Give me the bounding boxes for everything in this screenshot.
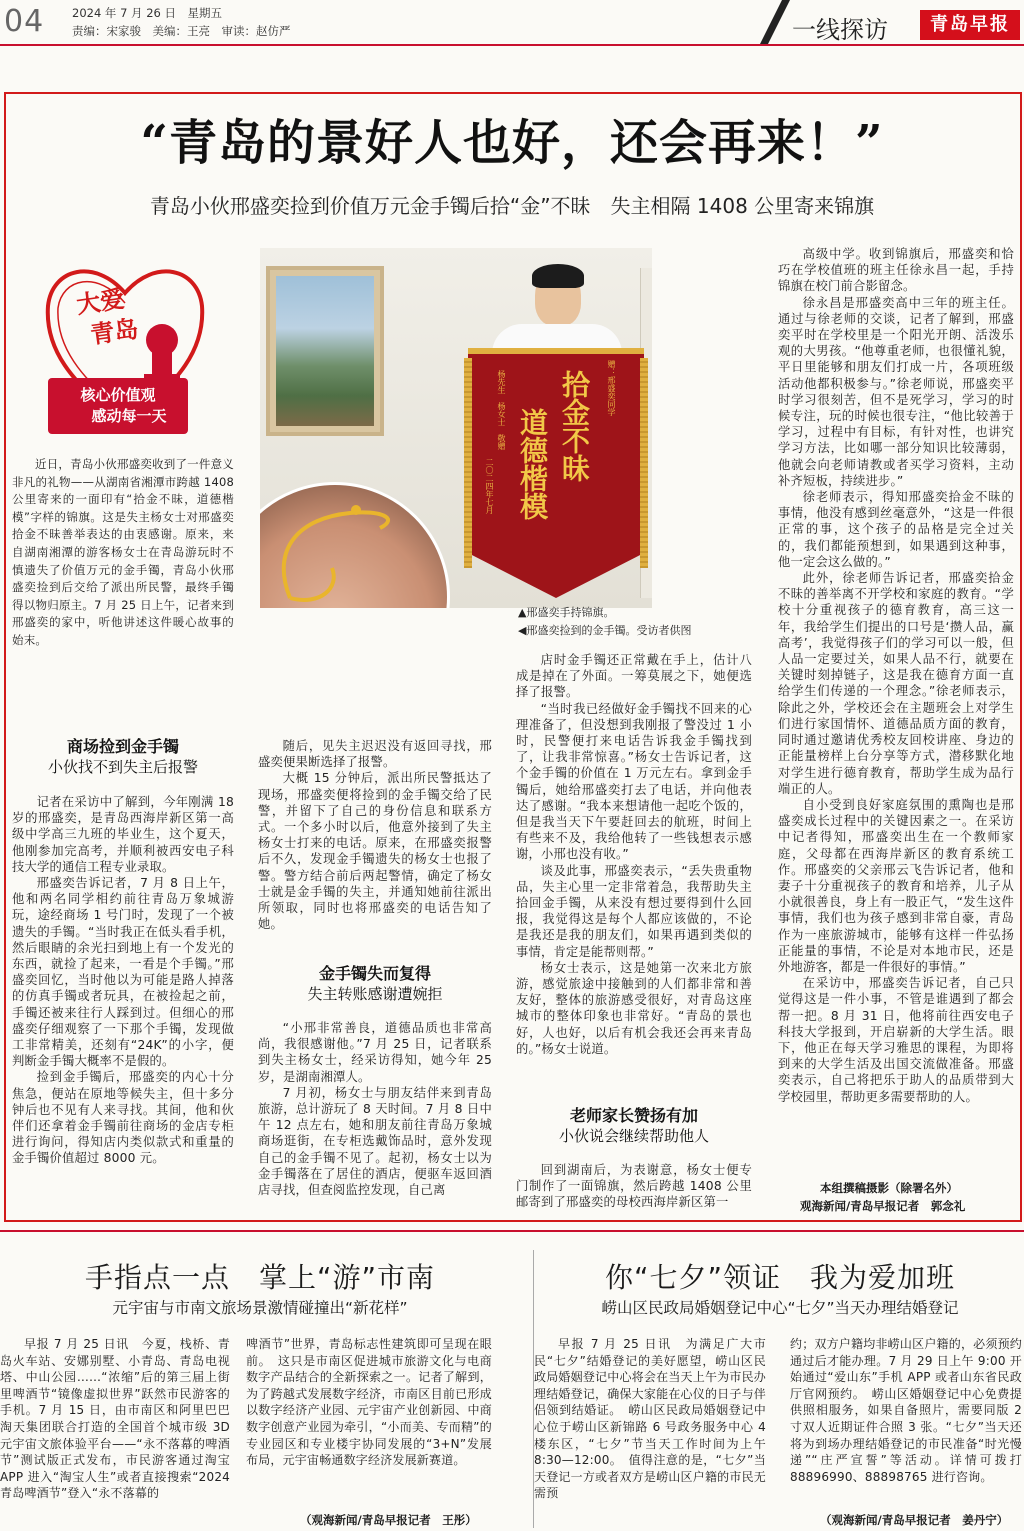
paragraph: 回到湖南后，为表谢意，杨女士便专门制作了一面锦旗，然后跨越 1408 公里邮寄到了邢盛奕的母校西海岸新区第一 (516, 1163, 752, 1210)
story-3-byline: （观海新闻/青岛早报记者 姜丹宁） (820, 1513, 1009, 1527)
column-2-body-top (258, 738, 492, 952)
banner-fringe (464, 358, 472, 568)
story-2-byline: （观海新闻/青岛早报记者 王彤） (300, 1513, 477, 1527)
column-2-body-bottom (258, 1020, 492, 1216)
paragraph: 早报 7 月 25 日讯 今夏，栈桥、青岛火车站、安娜别墅、小青岛、青岛电视塔、中山公园……“浓缩”后的第三届上街里啤酒节“镜像虚拟世界”跃然市民游客的手机。7 月 15 日，由市南区和阿里巴巴淘天集团联合打造的全国首个城市级 3D 元宇宙文旅体验平台——“永不落幕的啤酒节”测试版正式发布，市民游客通过淘宝 APP 进入“淘宝人生”或者直接搜索“2024 青岛啤酒节”登入“永不落幕的 (0, 1337, 230, 1501)
paragraph: 徐永昌是邢盛奕高中三年的班主任。通过与徐老师的交谈，记者了解到，邢盛奕平时在学校里是一个阳光开朗、活泼乐观的大男孩。“他尊重老师，也很懂礼貌，平日里能够和朋友们打成一片，各项班级活动他都积极参与。”徐老师说，邢盛奕平时学习很刻苦，但不是死学习，学习的时候专注，玩的时候也很专注，“他比较善于学习，过程中有目标，有针对性，也讲究学习方法，比如哪一部分知识比较薄弱，他就会向老师请教或者买学习资料，主动补齐短板，持续进步。” (778, 295, 1014, 488)
intro-paragraph: 近日，青岛小伙邢盛奕收到了一件意义非凡的礼物——从湖南省湘潭市跨越 1408 公里寄来的一面印有“拾金不昧，道德楷模”字样的锦旗。这是失主杨女士对邢盛奕拾金不昧善举表达的由衷感谢。原来，来自湖南湘潭的游客杨女士在青岛游玩时不慎遗失了价值万元的金手镯，青岛小伙邢盛奕捡到后交给了派出所民警，最终手镯得以物归原主。7 月 25 日上午，记者来到邢盛奕的家中，听他讲述这件暖心故事的始末。 (12, 457, 234, 647)
issue-date: 2024 年 7 月 26 日 星期五 (72, 6, 222, 20)
story-2-subtitle: 元宇宙与市南文旅场景激情碰撞出“新花样” (112, 1299, 408, 1317)
header-divider-slash (760, 0, 790, 44)
section1-heading (12, 737, 234, 777)
badge-title-2: 青岛 (88, 313, 141, 350)
person-hair (532, 264, 584, 288)
story-3-title: 你“七夕”领证 我为爱加班 (604, 1261, 955, 1294)
banner-recipient: 赠：邢盛奕同学 (607, 360, 616, 416)
paragraph: 邢盛奕告诉记者，7 月 8 日上午，他和两名同学相约前往青岛万象城游玩，途经商场 1 号门时，发现了一个被遗失的手镯。“当时我正在低头看手机，然后眼睛的余光扫到地上有一个发光的东西，就捡了起来，一看是个手镯。”邢盛奕回忆，当时他以为可能是路人掉落的仿真手镯或者玩具，在被捡起之前，手镯还被来往行人踩到过。但细心的邢盛奕仔细观察了一下那个手镯，发现做工非常精美，还刻有“24K”的小字，便判断金手镯大概率不是假的。 (12, 876, 234, 1069)
section1-subtitle: 小伙找不到失主后报警 (47, 758, 198, 776)
column-3-body-bottom (516, 1162, 752, 1214)
banner-donor: 杨先生 杨女士 敬赠 (497, 370, 506, 450)
paragraph: 谈及此事，邢盛奕表示，“丢失贵重物品，失主心里一定非常着急，我帮助失主拾回金手镯，从来没有想过要得到什么回报，我觉得这是每个人都应该做的，不论是我还是我的朋友们，如果再遇到类似的事情，肯定是能帮则帮。” (516, 863, 752, 959)
article-headline: “青岛的景好人也好，还会再来！” (140, 115, 884, 171)
banner-text-2: 道德楷模 (516, 408, 549, 520)
paragraph: 高级中学。收到锦旗后，邢盛奕和恰巧在学校值班的班主任徐永昌一起，手持锦旗在校门前合影留念。 (778, 247, 1014, 294)
wall-painting (266, 266, 384, 436)
story-3-subtitle: 崂山区民政局婚姻登记中心“七夕”当天办理结婚登记 (601, 1299, 959, 1317)
paragraph: 自小受到良好家庭氛围的熏陶也是邢盛奕成长过程中的关键因素之一。在采访中记者得知，邢盛奕出生在一个教师家庭，父母都在西海岸新区的教育系统工作。邢盛奕的父亲邢云飞告诉记者，他和妻子十分重视孩子的教育和培养，儿子从小就很善良，身上有一股正气，“发生这件事情，我们也为孩子感到非常自豪，青岛作为一座旅游城市，能够有这样一件弘扬正能量的事情，不论是对本地市民，还是外地游客，都是一件很好的事情。” (778, 797, 1014, 974)
story-2-col-2 (246, 1336, 492, 1512)
section2-subtitle: 失主转账感谢遭婉拒 (307, 985, 443, 1003)
section3-heading (516, 1106, 752, 1146)
story-3-col-1 (534, 1336, 766, 1528)
paragraph: 在采访中，邢盛奕告诉记者，自己只觉得这是一件小事，不管是谁遇到了都会帮一把。8 月 31 日，他将前往西安电子科技大学报到，开启崭新的大学生活。眼下，他正在每天学习雅思的课程，为即将到来的大学生活及出国交流做准备。邢盛奕表示，自己将把乐于助人的品质带到大学校园里，帮助更多需要帮助的人。 (778, 976, 1014, 1104)
paper-logo: 青岛早报 (920, 10, 1020, 40)
article-subheadline: 青岛小伙邢盛奕捡到价值万元金手镯后拾“金”不昧 失主相隔 1408 公里寄来锦旗 (149, 194, 875, 218)
story-2-title: 手指点一点 掌上“游”市南 (84, 1261, 435, 1294)
section2-title: 金手镯失而复得 (318, 964, 431, 983)
banner-date: 二〇二四年七月 (485, 458, 494, 514)
photo-credit: 本组撰稿摄影（除署名外） (820, 1181, 958, 1195)
badge-tagline-box (48, 378, 188, 434)
paragraph: 大概 15 分钟后，派出所民警抵达了现场，邢盛奕便将捡到的金手镯交给了民警，并留下了自己的身份信息和联系方式。一个多小时以后，他意外接到了失主杨女士打来的电话。原来，在邢盛奕报警后不久，发现金手镯遗失的杨女士也报了警。警方结合前后两起警情，确定了杨女士就是金手镯的失主，并通知她前往派出所领取，同时也将邢盛奕的电话告知了她。 (258, 771, 492, 932)
bracelet-icon (260, 488, 460, 608)
paragraph: 随后，见失主迟迟没有返回寻找，邢盛奕便果断选择了报警。 (258, 739, 492, 770)
paragraph: “小邢非常善良，道德品质也非常高尚，我很感谢他。”7 月 25 日，记者联系到失主杨女士，经采访得知，她今年 25 岁，是湖南湘潭人。 (258, 1021, 492, 1084)
photo-caption-bracelet: ◀邢盛奕捡到的金手镯。受访者供图 (518, 624, 692, 637)
article-intro (12, 456, 234, 726)
paragraph: “当时我已经做好金手镯找不回来的心理准备了，但没想到我刚报了警没过 1 小时，民警便打来电话告诉我金手镯找到了，让我非常惊喜。”杨女士告诉记者，这个金手镯的价值在 1 万元左右。拿到金手镯后，她给邢盛奕打去了电话，并向他表达了感谢。“我本来想请他一起吃个饭的，但是我当天下午要赶回去的航班，时间上有些来不及，我给他转了一些钱想表示感谢，小邢也没有收。” (516, 701, 752, 862)
section2-heading (258, 964, 492, 1004)
paragraph: 啤酒节”世界，青岛标志性建筑即可呈现在眼前。 这只是市南区促进城市旅游文化与电商数字产品结合的全新探索之一。记者了解到，为了跨越式发展数字经济，市南区目前已形成以数字经济产业园、元宇宙产业创新园、中商数字创意产业园为牵引，“小而美、专而精”的专业园区和专业楼宇协同发展的“3+N”发展布局，元宇宙畅通数字经济发展新赛道。 (246, 1337, 492, 1468)
paragraph: 7 月初，杨女士与朋友结伴来到青岛旅游，总计游玩了 8 天时间。7 月 8 日中午 12 点左右，她和朋友前往青岛万象城商场逛街，在专柜选戴饰品时，意外发现自己的金手镯不见了。起初，杨女士以为金手镯落在了居住的酒店，便驱车返回酒店寻找，但查阅监控发现，自己离 (258, 1085, 492, 1198)
paragraph: 杨女士表示，这是她第一次来北方旅游，感觉旅途中接触到的人们都非常和善友好，整体的旅游感受很好，对青岛这座城市的整体印象也非常好。“青岛的景也好，人也好，以后有机会我还会再来青岛的。”杨女士说道。 (516, 960, 752, 1056)
photo-caption-portrait: ▲邢盛奕手持锦旗。 (518, 606, 615, 619)
badge-title-1: 大爱 (74, 283, 127, 320)
paragraph: 记者在采访中了解到，今年刚满 18 岁的邢盛奕，是青岛西海岸新区第一高级中学高三九班的毕业生，这个夏天，他刚参加完高考，并顺利被西安电子科技大学的通信工程专业录取。 (12, 795, 234, 874)
page-number: 04 (4, 4, 45, 39)
section3-title: 老师家长赞扬有加 (569, 1106, 698, 1125)
editor-credits: 责编：宋家骏 美编：王亮 审读：赵仿严 (72, 24, 291, 38)
column-4-body (778, 246, 1014, 1178)
paragraph: 此外，徐老师告诉记者，邢盛奕拾金不昧的善举离不开学校和家庭的教育。“学校十分重视孩子的德育教育，高三这一年，我给学生们提出的口号是‘攒人品，赢高考’，我觉得孩子们的学习可以一般，但人品一定要过关，如果人品不行，就要在关键时刻掉链子，这是我在德育方面一直给学生们传递的一个理念。”徐老师表示，除此之外，学校还会在主题班会上对学生们进行家国情怀、道德品质方面的教育，同时通过邀请优秀校友回校讲座、身边的正能量榜样上台分享等方式，潜移默化地对学生进行德育教育，帮助学生成为品行端正的人。 (778, 571, 1014, 796)
badge-tagline-1: 核心价值观 (80, 386, 156, 404)
section1-title: 商场捡到金手镯 (66, 737, 179, 756)
article-photo (260, 248, 652, 608)
values-badge (40, 248, 210, 438)
badge-tagline-2: 感动每一天 (91, 407, 167, 425)
paragraph: 早报 7 月 25 日讯 为满足广大市民“七夕”结婚登记的美好愿望，崂山区民政局婚姻登记中心将会在当天上午为市民办理结婚登记，确保大家能在心仪的日子与伴侣领到结婚证。 崂山区民政局婚姻登记中心位于崂山区新锦路 6 号政务服务中心 4 楼东区，“七夕”节当天工作时间为上午 8:30—12:00。 值得注意的是，“七夕”当天登记一方或者双方是崂山区户籍的市民无需预 (534, 1337, 766, 1501)
paragraph: 徐老师表示，得知邢盛奕拾金不昧的事情，他没有感到丝毫意外，“这是一件很正常的事，这个孩子的品格是完全过关的，我们都能预想到，如果遇到这种事，他一定会这么做的。” (778, 490, 1014, 569)
column-1-body (12, 794, 234, 1214)
story-2-col-1 (0, 1336, 230, 1528)
column-3-body-top (516, 652, 752, 1092)
paragraph: 店时金手镯还正常戴在手上，估计八成是掉在了外面。一筹莫展之下，她便选择了报警。 (516, 653, 752, 700)
header-rule (0, 44, 1024, 46)
paragraph: 约；双方户籍均非崂山区户籍的，必须预约通过后才能办理。7 月 29 日上午 9:00 开始通过“爱山东”手机 APP 或者山东省民政厅官网预约。 崂山区婚姻登记中心免费提供照相服务，如果自备照片，需要同版 2 寸双人近期证件合照 3 张。“七夕”当天还将为到场办理结婚登记的市民准备“时光慢递”“庄严宣誓”等活动。详情可拨打 88896990、88898765 进行咨询。 (790, 1337, 1022, 1484)
section3-subtitle: 小伙说会继续帮助他人 (558, 1127, 709, 1145)
article-byline: 观海新闻/青岛早报记者 郭念礼 (800, 1199, 966, 1213)
banner-text-1: 拾金不昧 (558, 370, 591, 482)
bottom-separator (0, 1230, 1024, 1232)
story-3-col-2 (790, 1336, 1022, 1512)
section-name: 一线探访 (792, 16, 888, 44)
paragraph: 捡到金手镯后，邢盛奕的内心十分焦急，便站在原地等候失主，但十多分钟后也不见有人来寻找。其间，他和伙伴们还拿着金手镯前往商场的金店专柜进行询问，得知店内类似款式和重量的金手镯价值超过 8000 元。 (12, 1070, 234, 1166)
